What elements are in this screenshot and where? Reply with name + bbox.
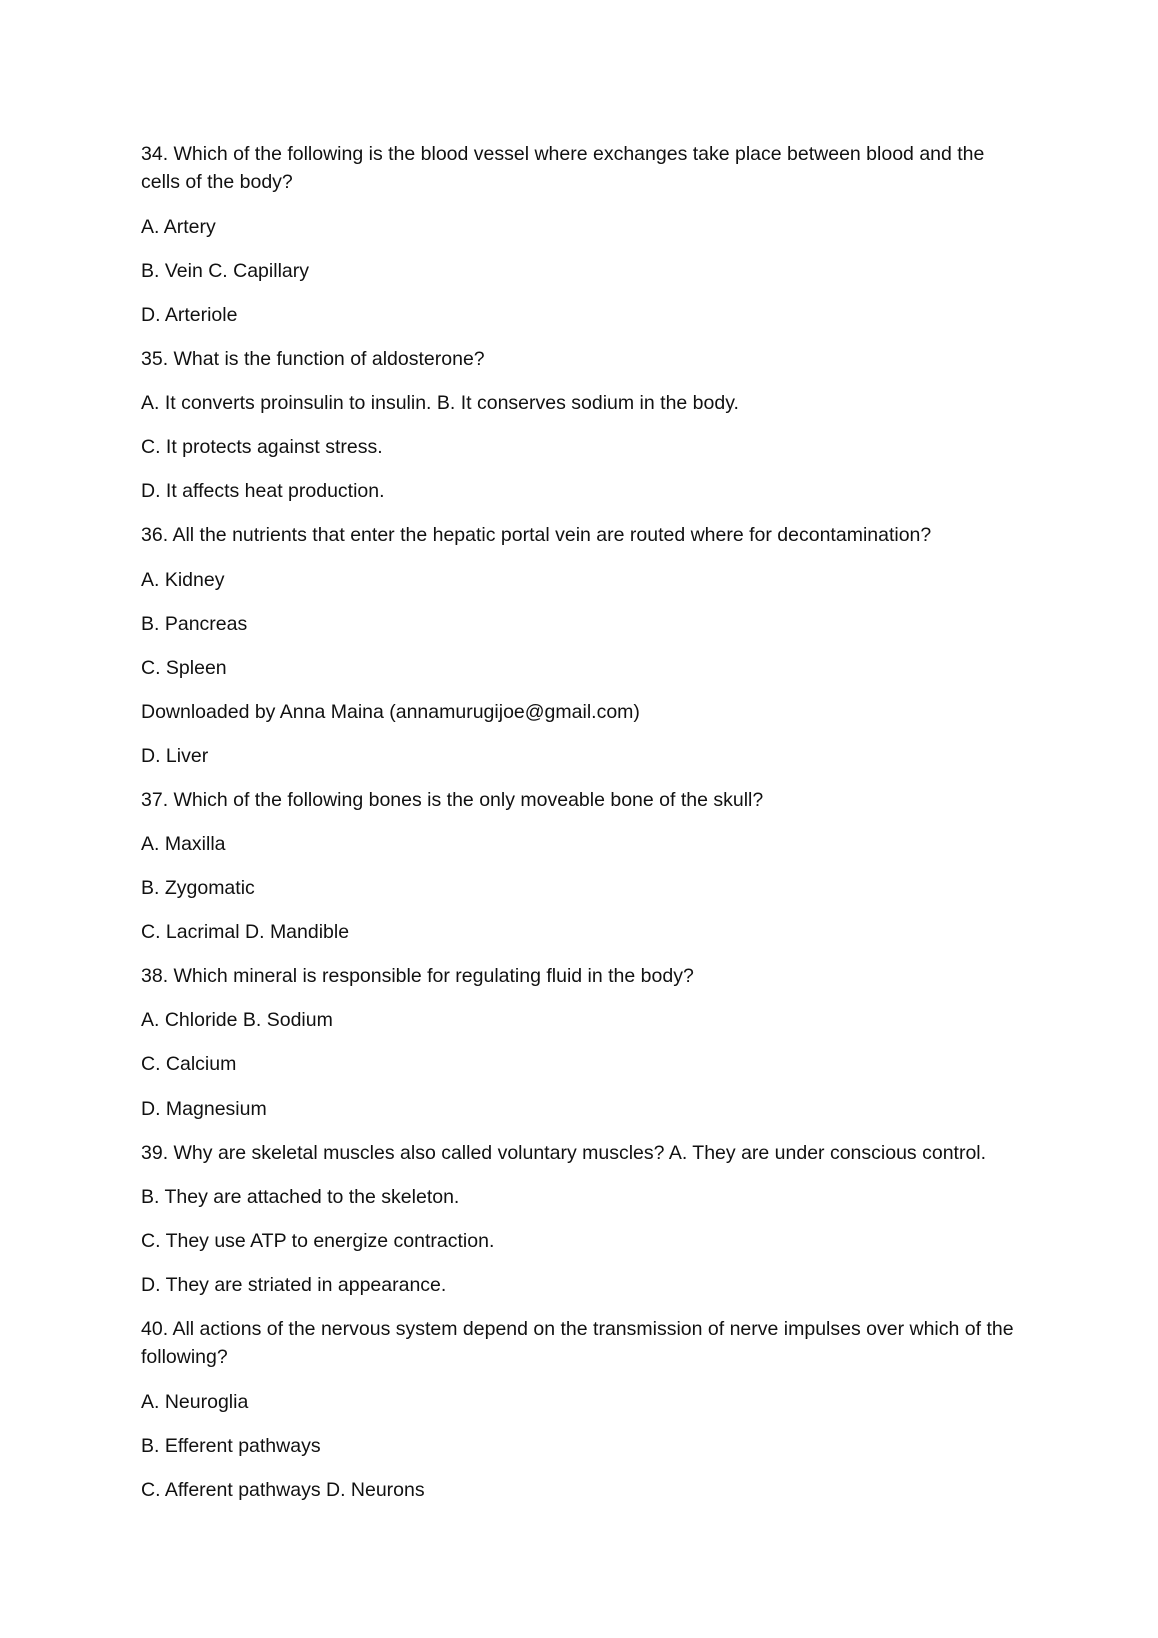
question-36-text: 36. All the nutrients that enter the hepatic portal vein are routed where for decontamination? [141, 524, 932, 546]
question-40-option-c-d: C. Afferent pathways D. Neurons [141, 1479, 425, 1501]
question-39-text: 39. Why are skeletal muscles also called voluntary muscles? A. They are under conscious control. [141, 1142, 987, 1164]
question-40-text: 40. All actions of the nervous system depend on the transmission of nerve impulses over which of the following? [141, 1318, 1014, 1368]
question-39-option-d: D. They are striated in appearance. [141, 1274, 447, 1296]
download-watermark: Downloaded by Anna Maina (annamurugijoe@gmail.com) [141, 701, 640, 723]
question-35-option-c: C. It protects against stress. [141, 436, 383, 458]
question-37-option-c-d: C. Lacrimal D. Mandible [141, 921, 350, 943]
question-34-option-d: D. Arteriole [141, 304, 238, 326]
question-39-option-c: C. They use ATP to energize contraction. [141, 1230, 495, 1252]
question-35-option-a-b: A. It converts proinsulin to insulin. B. It conserves sodium in the body. [141, 392, 739, 414]
question-39-option-b: B. They are attached to the skeleton. [141, 1186, 460, 1208]
question-40-option-a: A. Neuroglia [141, 1391, 249, 1413]
question-37-text: 37. Which of the following bones is the only moveable bone of the skull? [141, 789, 764, 811]
question-35-text: 35. What is the function of aldosterone? [141, 348, 485, 370]
question-36-option-d: D. Liver [141, 745, 209, 767]
question-38-text: 38. Which mineral is responsible for regulating fluid in the body? [141, 965, 694, 987]
question-36-option-c: C. Spleen [141, 657, 227, 679]
question-36-option-b: B. Pancreas [141, 613, 248, 635]
question-34-option-a: A. Artery [141, 216, 216, 238]
question-37-option-b: B. Zygomatic [141, 877, 255, 899]
question-38-option-a-b: A. Chloride B. Sodium [141, 1009, 333, 1031]
question-38-option-d: D. Magnesium [141, 1098, 267, 1120]
question-40-option-b: B. Efferent pathways [141, 1435, 321, 1457]
question-37-option-a: A. Maxilla [141, 833, 226, 855]
question-36-option-a: A. Kidney [141, 569, 225, 591]
question-34-option-b-c: B. Vein C. Capillary [141, 260, 309, 282]
question-34-text: 34. Which of the following is the blood vessel where exchanges take place between blood and the cells of the body? [141, 143, 985, 193]
question-38-option-c: C. Calcium [141, 1053, 237, 1075]
question-35-option-d: D. It affects heat production. [141, 480, 385, 502]
